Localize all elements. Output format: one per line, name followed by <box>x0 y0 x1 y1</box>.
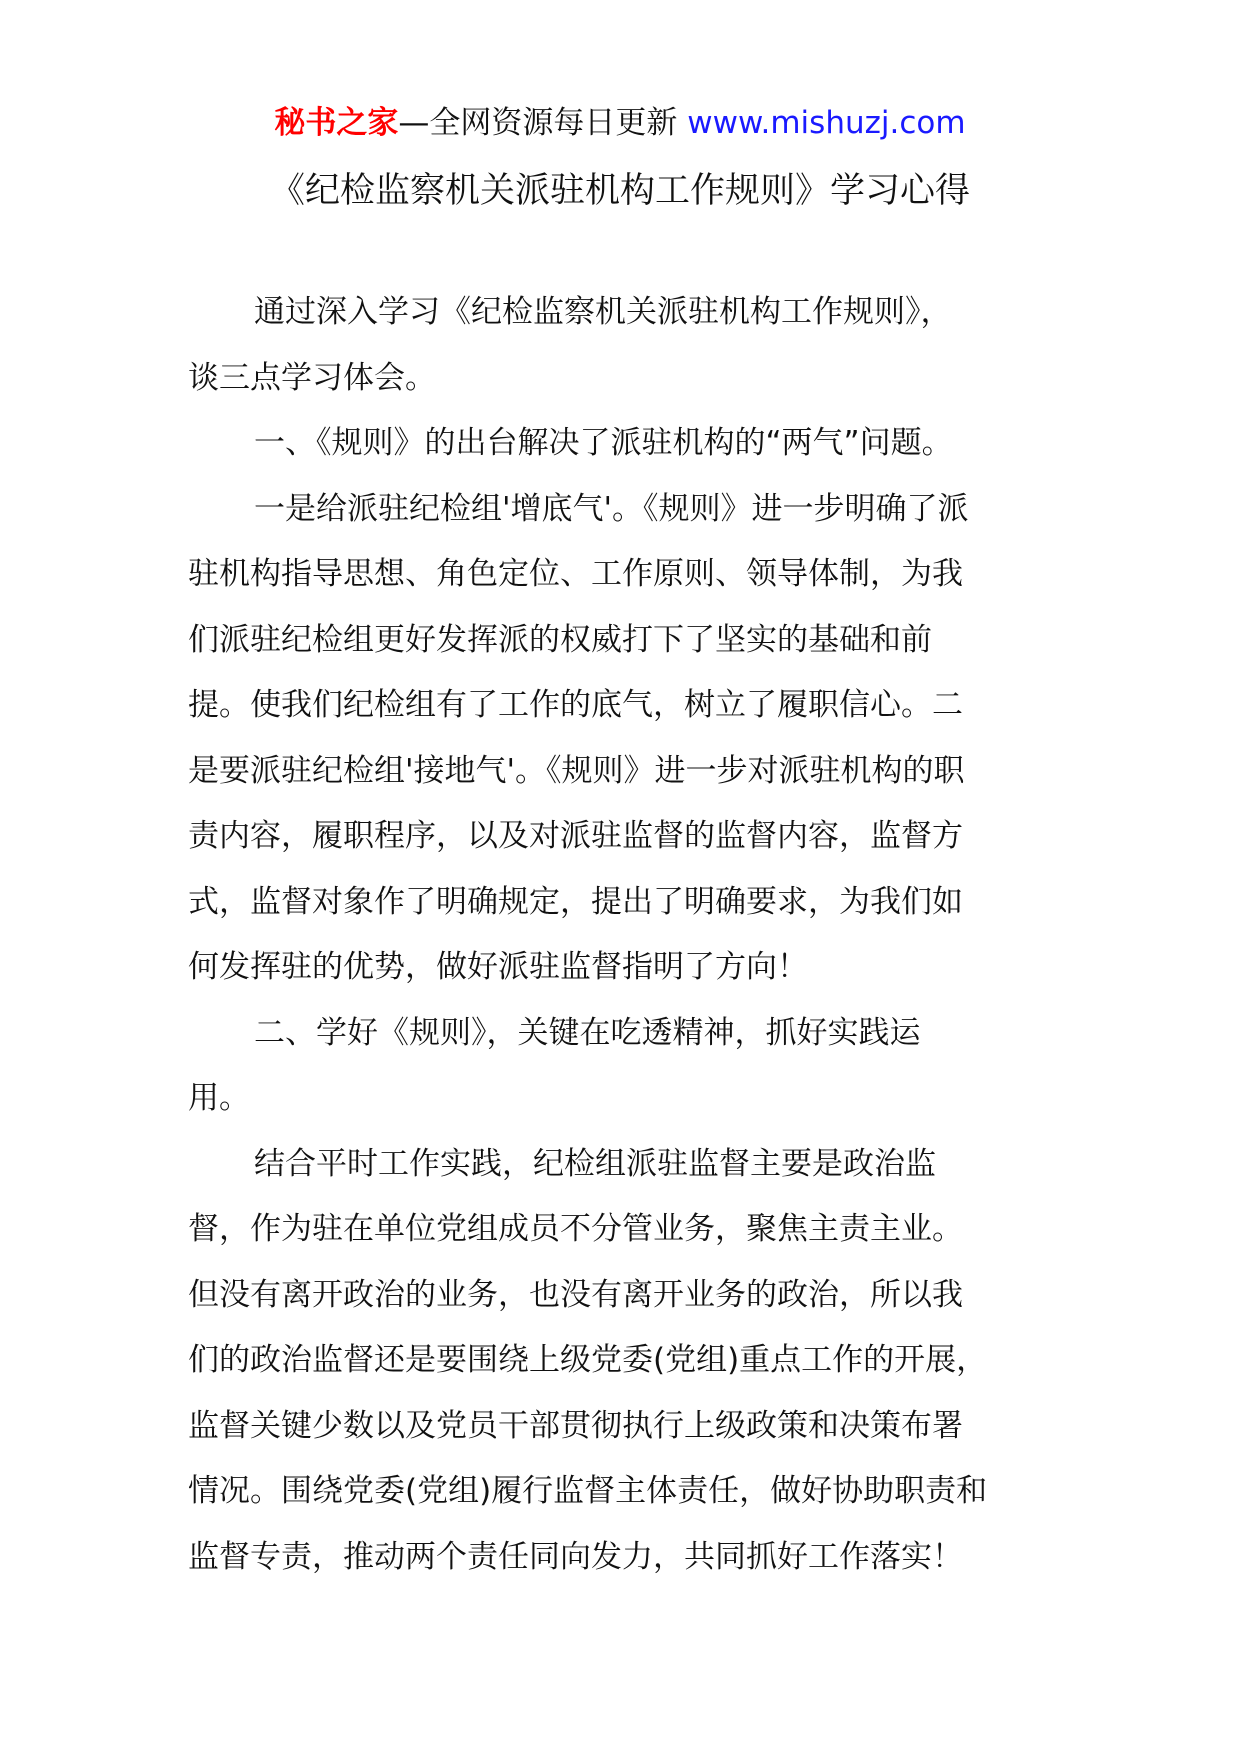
paragraph-line: 们派驻纪检组更好发挥派的权威打下了坚实的基础和前 <box>188 621 932 658</box>
document-title: 《纪检监察机关派驻机构工作规则》学习心得 <box>269 171 970 211</box>
paragraph-line: 们的政治监督还是要围绕上级党委(党组)重点工作的开展， <box>188 1342 988 1378</box>
paragraph-line: 结合平时工作实践，纪检组派驻监督主要是政治监 <box>254 1145 936 1182</box>
section-heading: 一、《规则》的出台解决了派驻机构的“两气”问题。 <box>254 425 953 461</box>
site-tagline: —全网资源每日更新 <box>398 105 678 141</box>
section-heading: 二、学好《规则》，关键在吃透精神，抓好实践运 <box>254 1014 921 1051</box>
site-url-link[interactable]: www.mishuzj.com <box>687 105 966 141</box>
paragraph-line: 但没有离开政治的业务，也没有离开业务的政治，所以我 <box>188 1276 963 1313</box>
paragraph-line: 情况。围绕党委(党组)履行监督主体责任，做好协助职责和 <box>188 1473 988 1509</box>
paragraph-line: 通过深入学习《纪检监察机关派驻机构工作规则》， <box>254 294 952 330</box>
site-header <box>0 103 1240 143</box>
site-brand: 秘书之家 <box>274 105 399 141</box>
document-body <box>188 292 1050 1602</box>
paragraph-line: 督，作为驻在单位党组成员不分管业务，聚焦主责主业。 <box>188 1211 963 1247</box>
paragraph-line: 监督关键少数以及党员干部贯彻执行上级政策和决策布署 <box>188 1407 963 1444</box>
paragraph-line: 监督专责，推动两个责任同向发力，共同抓好工作落实！ <box>188 1538 963 1575</box>
paragraph-line: 式，监督对象作了明确规定，提出了明确要求，为我们如 <box>188 883 963 920</box>
paragraph-line: 谈三点学习体会。 <box>188 359 436 396</box>
paragraph-line: 责内容，履职程序，以及对派驻监督的监督内容，监督方 <box>188 818 963 854</box>
paragraph-line: 何发挥驻的优势，做好派驻监督指明了方向！ <box>188 949 808 985</box>
paragraph-line: 驻机构指导思想、角色定位、工作原则、领导体制，为我 <box>188 556 963 592</box>
paragraph-line: 提。使我们纪检组有了工作的底气，树立了履职信心。二 <box>188 687 963 723</box>
paragraph-line: 一是给派驻纪检组'增底气'。《规则》进一步明确了派 <box>254 490 969 527</box>
section-heading-continued: 用。 <box>188 1080 250 1116</box>
paragraph-line: 是要派驻纪检组'接地气'。《规则》进一步对派驻机构的职 <box>188 752 965 789</box>
